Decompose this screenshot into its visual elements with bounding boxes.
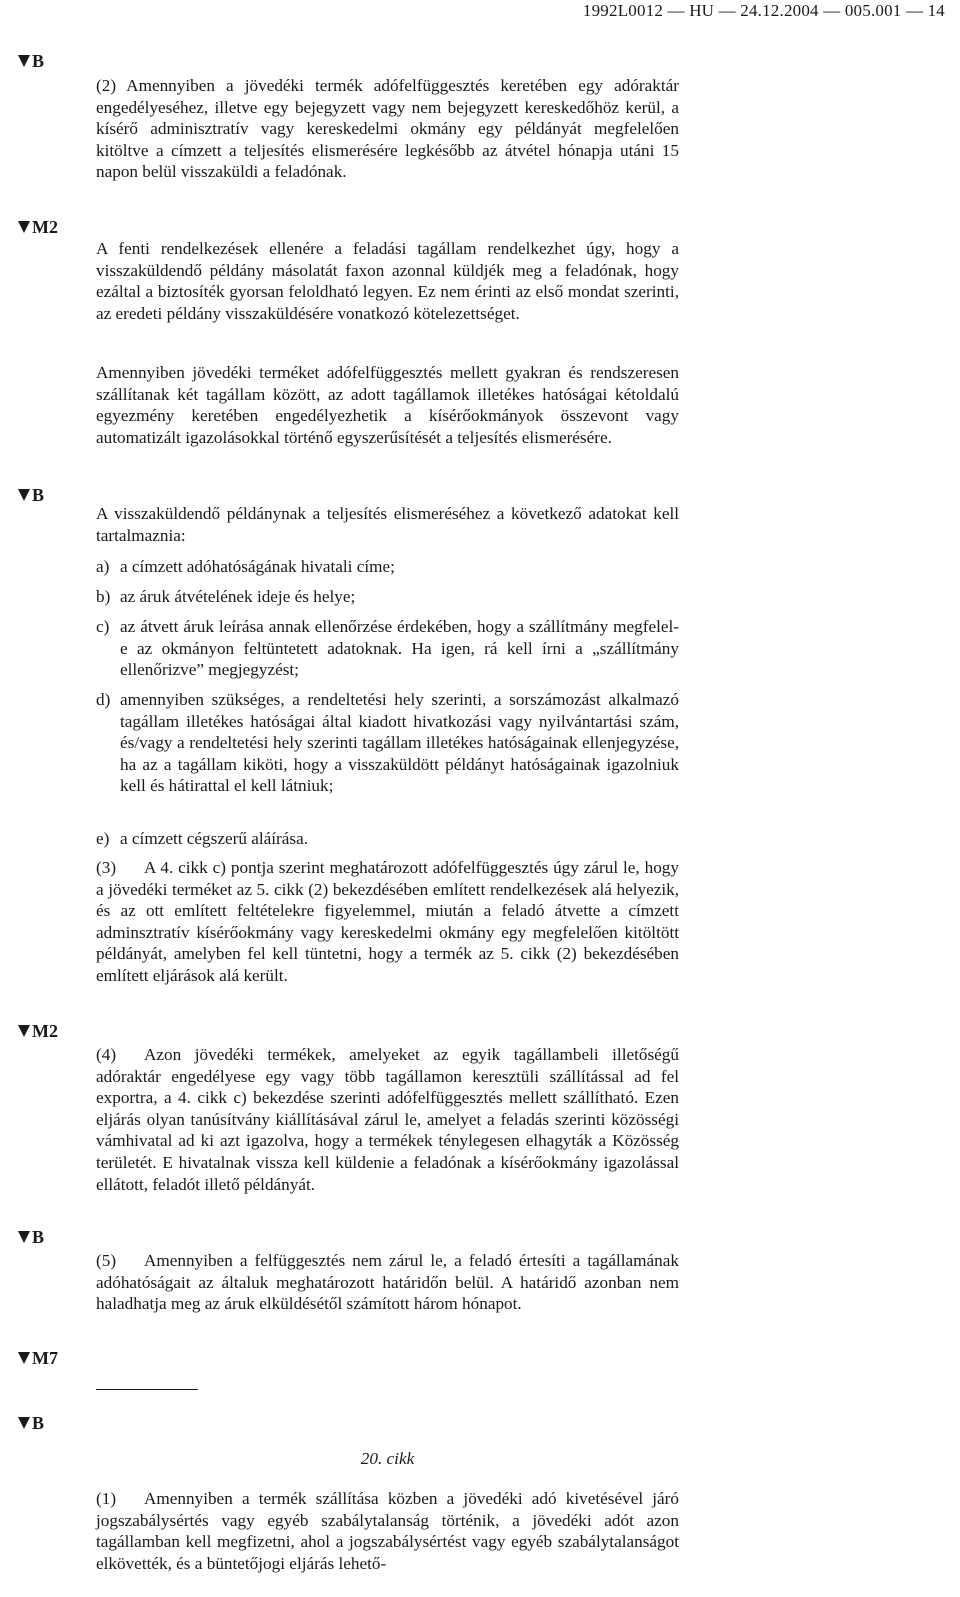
amendment-marker: B [18,50,44,72]
amendment-marker: B [18,484,44,506]
list-item: a) a címzett adóhatóságának hivatali címe; [96,557,395,576]
paragraph-3: (3) A 4. cikk c) pontja szerint meghatározott adófelfüggesztés úgy zárul le, hogy a jövedéki terméket az 5. cikk (2) bekezdésében említett rendelkezések alá helyezik, és az ott említett feltételekre figyelemmel, miután a feladó átvette a címzett adminsztratív kísérőokmány vagy kereskedelmi okmány egy megfelelően kitöltött példányát, amelyben fel kell tüntetni, hogy a termék az 5. cikk (2) bekezdésében említett eljárások alá került. [96,858,679,985]
triangle-down-icon [18,489,30,501]
triangle-down-icon [18,221,30,233]
amendment-marker: B [18,1412,44,1434]
triangle-down-icon [18,55,30,67]
paragraph-m2-fax: A fenti rendelkezések ellenére a feladási tagállam rendelkezhet úgy, hogy a visszaküldendő példány másolatát faxon azonnal küldjék meg a feladónak, hogy ezáltal a biztosíték gyorsan feloldható legyen. Ez nem érinti az első mondat szerinti, az eredeti példány visszaküldésére vonatkozó kötelezettséget. [96,239,679,323]
triangle-down-icon [18,1231,30,1243]
paragraph-4: (4) Azon jövedéki termékek, amelyeket az egyik tagállambeli illetőségű adóraktár engedélyese egy vagy több tagállamon keresztüli szállítással ad fel exportra, a 4. cikk c) bekezdése szerinti adófelfüggesztés mellett szállítható. Ezen eljárás olyan tanúsítvány kiállításával zárul le, amelyet a feladás szerinti közösségi vámhivatal ad ki azt igazolva, hogy a termékek ténylegesen elhagyták a Közösség területét. E hivatalnak vissza kell küldenie a feladónak a kísérőokmány igazolással ellátott, feladót illető példányát. [96,1045,679,1194]
triangle-down-icon [18,1352,30,1364]
document-reference-header: 1992L0012 — HU — 24.12.2004 — 005.001 — 14 [582,1,945,20]
paragraph-2: (2) Amennyiben a jövedéki termék adófelfüggesztés keretében egy adóraktár engedélyeséhez, illetve egy bejegyzett vagy nem bejegyzett kereskedőhöz kerül, a kísérő adminisztratív vagy kereskedelmi okmány egy példányát megfelelően kitöltve a címzett a teljesítés elismerésére legkésőbb az átvétel hónapja utáni 15 napon belül visszaküldi a feladónak. [96,76,679,182]
list-item: d) amennyiben szükséges, a rendeltetési hely szerinti, a sorszámozást alkalmazó tagállam illetékes hatóságai által kiadott hivatkozási vagy nyilvántartási szám, és/vagy a rendeltetési hely szerinti tagállam illetékes hatóságainak ellenjegyzése, ha az a tagállam kiköti, hogy a visszaküldött példányt hatóságainak igazolniuk kell és hátirattal el kell látniuk; [96,690,679,796]
triangle-down-icon [18,1417,30,1429]
triangle-down-icon [18,1025,30,1037]
amendment-marker: M7 [18,1347,58,1369]
divider [96,1389,198,1390]
amendment-marker: M2 [18,216,58,238]
amendment-marker: M2 [18,1020,58,1042]
paragraph-5: (5) Amennyiben a felfüggesztés nem zárul le, a feladó értesíti a tagállamának adóhatóságait az általuk meghatározott határidőn belül. A határidő azonban nem haladhatja meg az áruk elküldésétől számított három hónapot. [96,1251,679,1314]
list-item: b) az áruk átvételének ideje és helye; [96,587,356,606]
list-item: c) az átvett áruk leírása annak ellenőrzése érdekében, hogy a szállítmány megfelel-e az okmányon feltüntetett adatoknak. Ha igen, rá kell írni a „szállítmány ellenőrizve” megjegyzést; [96,617,679,680]
paragraph-return-copy-intro: A visszaküldendő példánynak a teljesítés elismeréséhez a következő adatokat kell tartalmaznia: [96,504,679,545]
article-heading: 20. cikk [360,1449,415,1468]
article-20-paragraph-1: (1) Amennyiben a termék szállítása közben a jövedéki adó kivetésével járó jogszabálysértés vagy egyéb szabálytalanság történik, a jövedéki adót azon tagállamban kell megfizetni, ahol a jogszabálysértést vagy egyéb szabálytalanságot elkövették, és a büntetőjogi eljárás lehető- [96,1489,679,1573]
paragraph-m2-bilateral: Amennyiben jövedéki terméket adófelfüggesztés mellett gyakran és rendszeresen szállítanak két tagállam között, az adott tagállamok illetékes hatóságai kétoldalú egyezmény keretében engedélyezhetik a kísérőokmányok összevont vagy automatizált igazolásokkal történő egyszerűsítését a teljesítés elismerésére. [96,363,679,447]
list-item: e) a címzett cégszerű aláírása. [96,829,308,848]
amendment-marker: B [18,1226,44,1248]
